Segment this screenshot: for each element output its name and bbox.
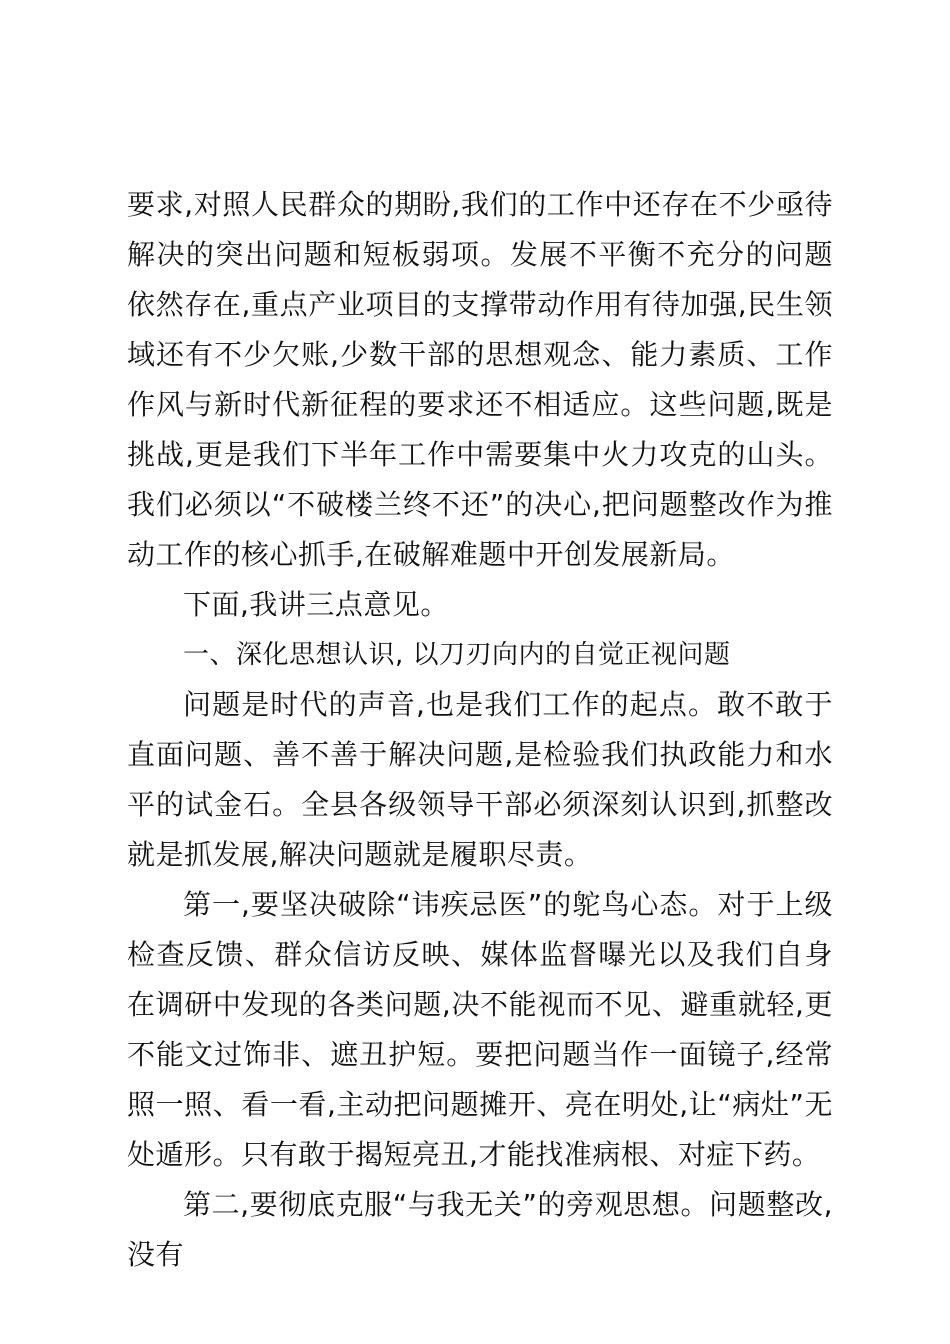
- document-page: [127, 180, 833, 1280]
- body-paragraph: 要求,对照人民群众的期盼,我们的工作中还存在不少亟待解决的突出问题和短板弱项。发展不平衡不充分的问题依然存在,重点产业项目的支撑带动作用有待加强,民生领域还有不少欠账,少数干部的思想观念、能力素质、工作作风与新时代新征程的要求还不相适应。这些问题,既是挑战,更是我们下半年工作中需要集中火力攻克的山头。我们必须以“不破楼兰终不还”的决心,把问题整改作为推动工作的核心抓手,在破解难题中开创发展新局。: [127, 188, 833, 571]
- body-paragraph: 问题是时代的声音,也是我们工作的起点。敢不敢于直面问题、善不善于解决问题,是检验我们执政能力和水平的试金石。全县各级领导干部必须深刻认识到,抓整改就是抓发展,解决问题就是履职尽责。: [127, 688, 833, 871]
- body-paragraph: 下面,我讲三点意见。: [183, 588, 449, 621]
- section-heading: 一、深化思想认识, 以刀刃向内的自觉正视问题: [183, 640, 731, 670]
- body-paragraph: 第一,要坚决破除“讳疾忌医”的鸵鸟心态。对于上级检查反馈、群众信访反映、媒体监督曝光以及我们自身在调研中发现的各类问题,决不能视而不见、避重就轻,更不能文过饰非、遮丑护短。要把问题当作一面镜子,经常照一照、看一看,主动把问题摊开、亮在明处,让“病灶”无处遁形。只有敢于揭短亮丑,才能找准病根、对症下药。: [127, 888, 833, 1171]
- body-paragraph: 第二,要彻底克服“与我无关”的旁观思想。问题整改,没有: [127, 1188, 833, 1271]
